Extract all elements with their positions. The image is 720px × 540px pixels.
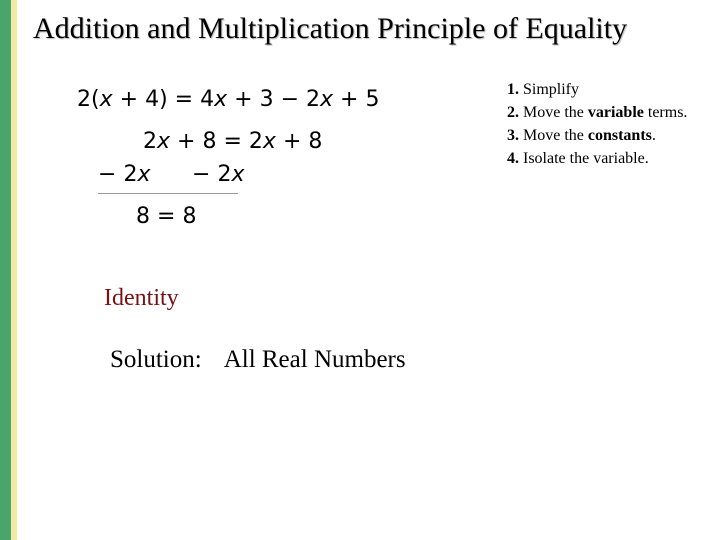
step-item (507, 101, 687, 124)
step-item (507, 78, 687, 101)
solution-label: Solution: (110, 346, 202, 373)
equation-line-2: 2x + 8 = 2x + 8 (143, 129, 323, 154)
step-text: Move the (519, 104, 588, 121)
equation-subtract-left: − 2x (98, 162, 151, 187)
step-text-end: terms. (643, 104, 688, 121)
step-text: Isolate the variable. (519, 150, 649, 167)
step-text-end: . (651, 127, 656, 144)
equation-line-1: 2(x + 4) = 4x + 3 − 2x + 5 (77, 87, 380, 112)
left-accent-stripe (11, 0, 17, 540)
left-accent-bar (0, 0, 11, 540)
identity-label: Identity (104, 285, 179, 311)
solution-line (110, 346, 406, 374)
steps-list (507, 78, 687, 170)
equation-subtract-right: − 2x (192, 162, 245, 187)
step-emphasis: constants (587, 127, 652, 144)
equation-divider (98, 193, 238, 194)
step-item (507, 147, 687, 170)
step-number: 4. (507, 150, 519, 167)
step-emphasis: variable (587, 104, 644, 121)
step-item (507, 124, 687, 147)
step-text: Simplify (519, 81, 580, 98)
step-text: Move the (519, 127, 588, 144)
equation-line-4: 8 = 8 (136, 204, 197, 229)
step-number: 1. (507, 81, 519, 98)
slide-title: Addition and Multiplication Principle of Equality (33, 12, 628, 45)
solution-value: All Real Numbers (223, 346, 406, 373)
step-number: 2. (507, 104, 519, 121)
step-number: 3. (507, 127, 519, 144)
